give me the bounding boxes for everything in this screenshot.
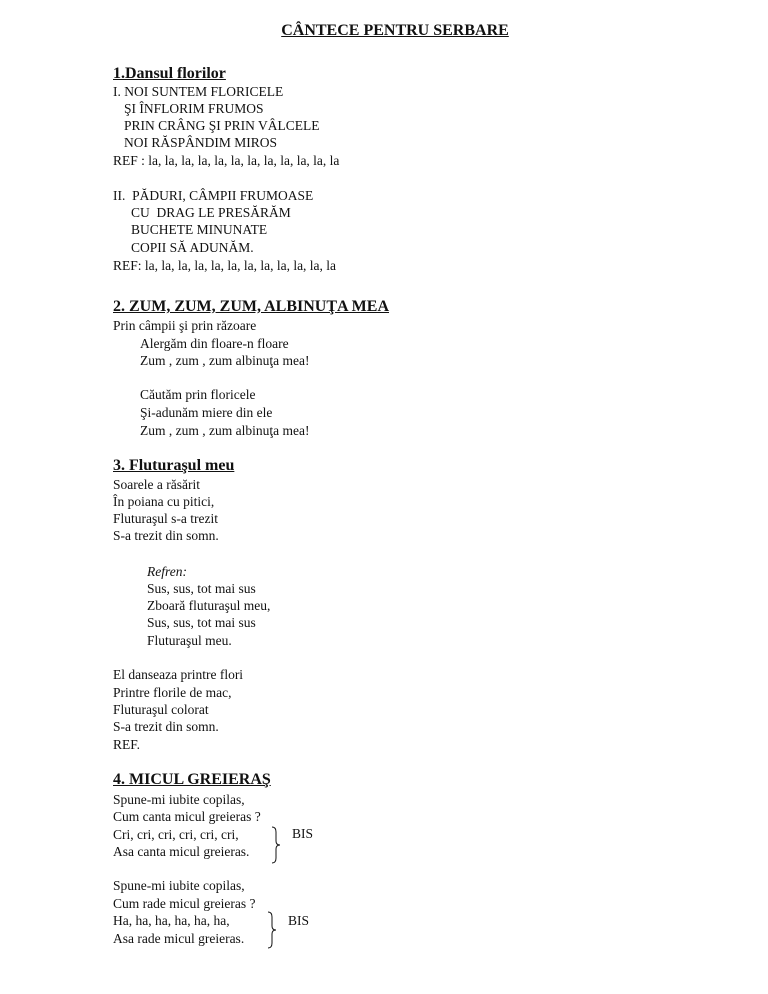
song-line: Sus, sus, tot mai sus bbox=[147, 615, 256, 630]
song-line: Ha, ha, ha, ha, ha, ha, bbox=[113, 913, 230, 928]
song-line: ŞI ÎNFLORIM FRUMOS bbox=[124, 101, 264, 116]
song-line: Spune-mi iubite copilas, bbox=[113, 878, 245, 893]
song-line: Soarele a răsărit bbox=[113, 477, 200, 492]
song-line: Prin câmpii şi prin răzoare bbox=[113, 318, 257, 333]
song-line: BUCHETE MINUNATE bbox=[131, 222, 268, 237]
song-line: I. NOI SUNTEM FLORICELE bbox=[113, 84, 284, 99]
song-line: În poiana cu pitici, bbox=[113, 494, 215, 509]
song-line: Fluturaşul meu. bbox=[147, 633, 232, 648]
bis-label: BIS bbox=[288, 913, 310, 928]
bis-label: BIS bbox=[292, 826, 314, 841]
song-line: Căutăm prin floricele bbox=[140, 387, 256, 402]
song-line: Zboară fluturaşul meu, bbox=[147, 598, 271, 613]
song-line: Cum canta micul greieras ? bbox=[113, 809, 261, 824]
song-line: S-a trezit din somn. bbox=[113, 719, 219, 734]
song-line: S-a trezit din somn. bbox=[113, 528, 219, 543]
song-line: Sus, sus, tot mai sus bbox=[147, 581, 256, 596]
song-line: REF : la, la, la, la, la, la, la, la, la, la, la, la bbox=[113, 153, 340, 168]
song-line: II. PĂDURI, CÂMPII FRUMOASE bbox=[113, 188, 314, 203]
song-line: Şi-adunăm miere din ele bbox=[140, 405, 273, 420]
page-title: CÂNTECE PENTRU SERBARE bbox=[281, 22, 509, 39]
song-line: CU DRAG LE PRESĂRĂM bbox=[131, 205, 291, 220]
song-heading: 1.Dansul florilor bbox=[113, 65, 226, 82]
song-line: Alergăm din floare-n floare bbox=[140, 336, 289, 351]
song-line: Cri, cri, cri, cri, cri, cri, bbox=[113, 827, 239, 842]
song-line: Zum , zum , zum albinuţa mea! bbox=[140, 353, 310, 368]
song-line: Cum rade micul greieras ? bbox=[113, 896, 256, 911]
refrain-label: Refren: bbox=[147, 564, 187, 579]
song-heading: 4. MICUL GREIERAŞ bbox=[113, 771, 271, 788]
song-line: PRIN CRÂNG ŞI PRIN VÂLCELE bbox=[124, 118, 320, 133]
song-line: Fluturaşul s-a trezit bbox=[113, 511, 218, 526]
song-line: REF. bbox=[113, 737, 141, 752]
song-line: Fluturaşul colorat bbox=[113, 702, 209, 717]
song-line: Asa rade micul greieras. bbox=[113, 931, 245, 946]
song-heading: 2. ZUM, ZUM, ZUM, ALBINUŢA MEA bbox=[113, 298, 390, 315]
song-line: El danseaza printre flori bbox=[113, 667, 244, 682]
song-line: COPII SĂ ADUNĂM. bbox=[131, 240, 254, 255]
song-line: Printre florile de mac, bbox=[113, 685, 232, 700]
song-line: Zum , zum , zum albinuţa mea! bbox=[140, 423, 310, 438]
song-heading: 3. Fluturaşul meu bbox=[113, 457, 235, 474]
song-line: NOI RĂSPÂNDIM MIROS bbox=[124, 135, 278, 150]
song-line: Asa canta micul greieras. bbox=[113, 844, 250, 859]
brace-icon bbox=[266, 911, 278, 949]
brace-icon bbox=[270, 826, 282, 864]
song-line: REF: la, la, la, la, la, la, la, la, la, la, la, la bbox=[113, 258, 337, 273]
song-line: Spune-mi iubite copilas, bbox=[113, 792, 245, 807]
